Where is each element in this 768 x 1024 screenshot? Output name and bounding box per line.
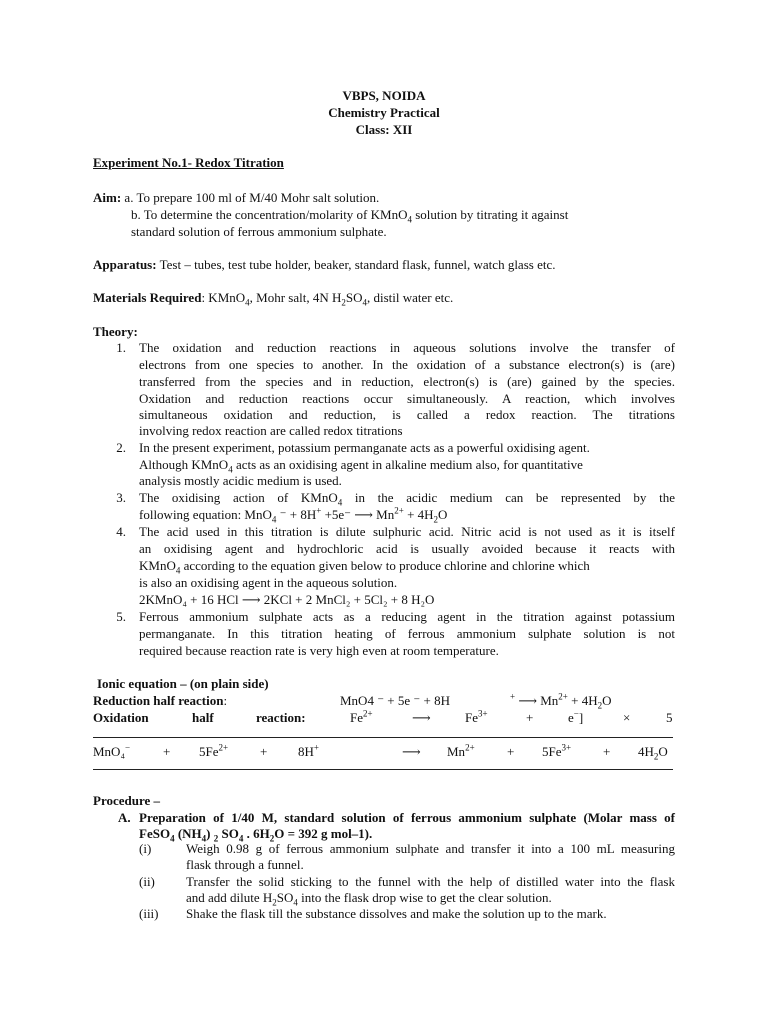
theory-p1-line: simultaneous oxidation and reduction, is called a redox reaction. The titrations: [139, 407, 675, 422]
superscript: 2+: [363, 708, 373, 719]
superscript: +: [316, 505, 322, 516]
oxidation-electron: [568, 710, 583, 726]
subscript: 4: [337, 497, 343, 508]
theory-p1-line: involving redox reaction are called redox titrations: [139, 423, 403, 438]
aim-label: Aim:: [93, 190, 122, 205]
list-number: 4.: [116, 524, 126, 539]
equation-rule-top: [93, 737, 673, 738]
subscript: 4: [170, 833, 175, 844]
text: following equation: MnO: [139, 507, 272, 522]
text: KMnO: [139, 558, 176, 573]
theory-p4-line: The acid used in this titration is dilute sulphuric acid. Nitric acid is not used as it is itself: [139, 524, 675, 539]
text: 5Fe: [199, 744, 219, 759]
list-number: 1.: [116, 340, 126, 355]
subscript: 2: [213, 833, 219, 844]
oxidation-half-word2: half: [192, 710, 214, 725]
subscript: 4: [407, 214, 412, 225]
aim-line-b2: standard solution of ferrous ammonium sulphate.: [131, 224, 387, 239]
subscript: 4: [293, 897, 298, 908]
theory-p2-line: analysis mostly acidic medium is used.: [139, 473, 342, 488]
superscript: 3+: [561, 742, 572, 753]
net-plus: +: [507, 744, 515, 759]
theory-p1-line: The oxidation and reduction reactions in aqueous solutions involve the transfer of: [139, 340, 675, 355]
step-number: (i): [139, 841, 152, 856]
subscript: 2: [433, 514, 439, 525]
theory-p5-line: Ferrous ammonium sulphate acts as a reducing agent in the titration against potassium: [139, 609, 675, 624]
net-h: [298, 744, 319, 760]
equation-rule-bottom: [93, 769, 673, 770]
net-fe3: [542, 744, 571, 760]
subscript: 4: [271, 514, 277, 525]
reduction-half-label: [93, 693, 227, 709]
theory-p5-line: required because reaction rate is very high even at room temperature.: [139, 643, 499, 658]
net-plus: +: [163, 744, 171, 759]
subscript: 4: [201, 833, 207, 844]
subscript: 4: [245, 297, 250, 308]
theory-label: Theory:: [93, 324, 138, 339]
net-plus: +: [603, 744, 611, 759]
subscript: 4: [175, 565, 181, 576]
text: Fe: [465, 710, 478, 725]
list-number: 2.: [116, 440, 126, 455]
theory-p2-line: In the present experiment, potassium permanganate acts as a powerful oxidising agent.: [139, 440, 590, 455]
text: O: [658, 744, 668, 759]
net-fe2: [199, 744, 228, 760]
aim-a-text: a. To prepare 100 ml of M/40 Mohr salt solution.: [124, 190, 380, 205]
step-text: flask through a funnel.: [186, 857, 304, 872]
procedure-a-heading: Preparation of 1/40 M, standard solution of ferrous ammonium sulphate (Molar mass of: [139, 810, 675, 825]
superscript: +: [510, 691, 516, 702]
step-text: Transfer the solid sticking to the funnel with the help of distilled water into the flask: [186, 874, 675, 889]
procedure-a-heading-cont: [139, 826, 372, 842]
text: 5Fe: [542, 744, 562, 759]
apparatus-label: Apparatus:: [93, 257, 157, 272]
text: e: [568, 710, 574, 725]
materials-label: Materials Required: [93, 290, 202, 305]
list-number: 5.: [116, 609, 126, 624]
materials-text: SO: [345, 290, 363, 305]
theory-p3-equation: [139, 507, 447, 523]
text: +5e⁻ ⟶ Mn: [321, 507, 395, 522]
oxidation-fe2: [350, 710, 373, 726]
superscript: +: [313, 742, 319, 753]
superscript: 2+: [465, 742, 475, 753]
text: Although KMnO: [139, 457, 229, 472]
materials-line: [93, 290, 453, 306]
text: FeSO: [139, 826, 171, 841]
reduction-half-equation-cont: [510, 693, 611, 709]
text: MnO₄: [93, 744, 125, 759]
superscript: 3+: [478, 708, 488, 719]
text: + 4H: [567, 693, 598, 708]
step-number: (ii): [139, 874, 155, 889]
step-number: (iii): [139, 906, 159, 921]
oxidation-times: ×: [623, 710, 631, 725]
text: ): [206, 826, 214, 841]
text: Mn: [447, 744, 466, 759]
text: in the acidic medium can be represented by the: [342, 490, 675, 505]
net-plus: +: [260, 744, 268, 759]
superscript: 2+: [218, 742, 229, 753]
procedure-a-letter: A.: [118, 810, 131, 825]
subscript: 2: [269, 833, 275, 844]
text: into the flask drop wise to get the clear solution.: [297, 890, 552, 905]
superscript: −: [573, 708, 579, 719]
text: ⁻ + 8H: [276, 507, 317, 522]
step-text: Shake the flask till the substance dissolves and make the solution up to the mark.: [186, 906, 607, 921]
theory-p1-line: transferred from the species and in reduction, electron(s) is (are) gained by the species.: [139, 374, 675, 389]
subscript: 2: [653, 751, 659, 762]
text: SO: [276, 890, 294, 905]
reduction-half-equation: MnO4 ⁻ + 5e ⁻ + 8H: [340, 693, 450, 708]
net-water: [638, 744, 668, 760]
step-text: [186, 890, 552, 906]
net-mn: [447, 744, 475, 760]
text: Reduction half reaction: [93, 693, 224, 708]
net-arrow: ⟶: [402, 744, 421, 759]
text: and add dilute H: [186, 890, 273, 905]
text: O = 392 g mol–1).: [274, 826, 373, 841]
subscript: 4: [228, 464, 233, 475]
subscript: 2: [272, 897, 277, 908]
text: + 4H: [403, 507, 434, 522]
text: 8H: [298, 744, 314, 759]
theory-p4-line: an oxidising agent and hydrochloric acid is usually avoided because it reacts with: [139, 541, 675, 556]
oxidation-half-word1: Oxidation: [93, 710, 149, 725]
text: The oxidising action of KMnO: [139, 490, 338, 505]
subscript: 4: [362, 297, 367, 308]
text: O: [602, 693, 612, 708]
text: acts as an oxidising agent in alkaline medium also, for quantitative: [232, 457, 583, 472]
class-label: Class: XII: [355, 122, 413, 137]
oxidation-fe3: [465, 710, 488, 726]
theory-p4-line: [139, 558, 590, 574]
text: SO: [218, 826, 239, 841]
list-number: 3.: [116, 490, 126, 505]
oxidation-plus: +: [526, 710, 534, 725]
materials-text: : KMnO: [201, 290, 246, 305]
aim-b-text: b. To determine the concentration/molarity of KMnO: [131, 207, 408, 222]
aim-b-text-cont: solution by titrating it against: [411, 207, 569, 222]
theory-p4-equation: 2KMnO₄ + 16 HCl ⟶ 2KCl + 2 MnCl₂ + 5Cl₂ + 8 H₂O: [139, 592, 435, 607]
subject-title: Chemistry Practical: [328, 105, 440, 120]
materials-text: , distil water etc.: [366, 290, 454, 305]
superscript: 2+: [558, 691, 568, 702]
subscript: 2: [597, 700, 603, 711]
net-mno4: [93, 744, 130, 760]
theory-p1-line: Oxidation and reduction reactions occur simultaneously. A reaction, which involves: [139, 391, 675, 406]
text: :: [223, 693, 228, 708]
aim-line-a: [93, 190, 379, 206]
theory-p5-line: permanganate. In this titration heating of ferrous ammonium sulphate solution is not: [139, 626, 675, 641]
text: ⟶ Mn: [515, 693, 559, 708]
oxidation-half-word3: reaction:: [256, 710, 306, 725]
theory-p3-line: [139, 490, 675, 506]
apparatus-text: Test – tubes, test tube holder, beaker, standard flask, funnel, watch glass etc.: [156, 257, 556, 272]
procedure-label: Procedure –: [93, 793, 161, 808]
apparatus-line: [93, 257, 555, 273]
text: (NH: [174, 826, 202, 841]
step-text: Weigh 0.98 g of ferrous ammonium sulphate and transfer it into a 100 mL measuring: [186, 841, 675, 856]
text: O: [438, 507, 448, 522]
text: according to the equation given below to produce chlorine and chlorine which: [180, 558, 590, 573]
materials-text: , Mohr salt, 4N H: [249, 290, 342, 305]
superscript: −: [124, 742, 131, 753]
subscript: 4: [238, 833, 244, 844]
ionic-equation-title: Ionic equation – (on plain side): [97, 676, 269, 691]
theory-p4-line: is also an oxidising agent in the aqueous solution.: [139, 575, 398, 590]
text: 4H: [638, 744, 654, 759]
school-name: VBPS, NOIDA: [342, 88, 426, 103]
text: ]: [578, 710, 584, 725]
subscript: 2: [341, 297, 346, 308]
experiment-title: Experiment No.1- Redox Titration: [93, 155, 284, 170]
theory-p1-line: electrons from one species to another. In the oxidation of a substance electron(s) is (are): [139, 357, 675, 372]
oxidation-multiplier: 5: [666, 710, 673, 725]
text: . 6H: [243, 826, 270, 841]
text: Fe: [350, 710, 363, 725]
aim-line-b1: [131, 207, 568, 223]
theory-p2-line: [139, 457, 583, 473]
oxidation-arrow: ⟶: [412, 710, 431, 725]
superscript: 2+: [394, 505, 404, 516]
